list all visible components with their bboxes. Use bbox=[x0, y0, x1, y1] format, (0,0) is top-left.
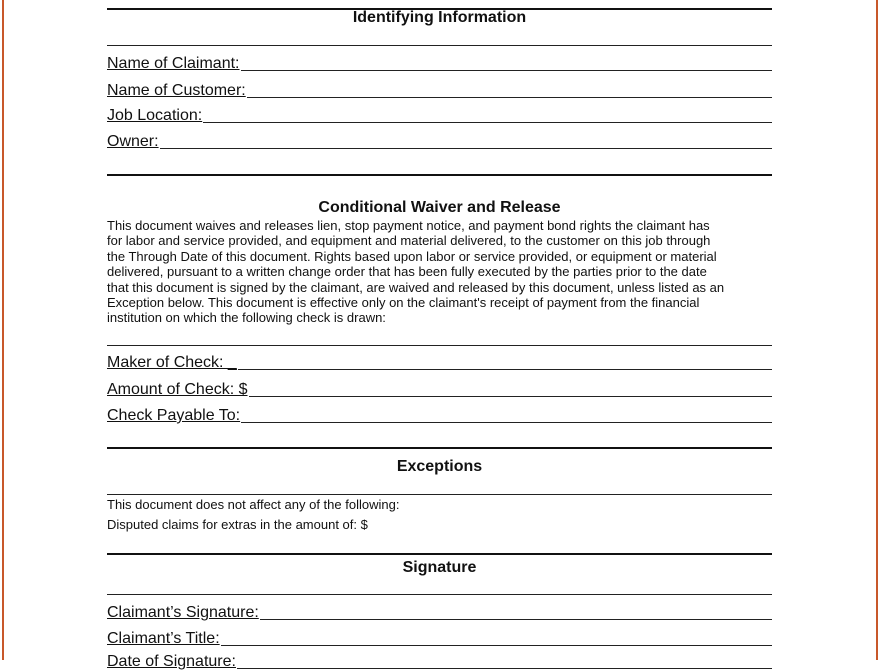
amount-of-check-label: Amount of Check: $ bbox=[107, 381, 248, 398]
claimant-signature-blank[interactable] bbox=[260, 618, 772, 620]
section-rule bbox=[107, 174, 772, 176]
customer-name-label: Name of Customer: bbox=[107, 82, 246, 99]
claimant-name-label: Name of Claimant: bbox=[107, 55, 240, 72]
amount-of-check-field[interactable] bbox=[107, 380, 772, 400]
waiver-line: This document waives and releases lien, stop payment notice, and payment bond rights the claimant has bbox=[107, 218, 710, 233]
maker-of-check-blank[interactable] bbox=[238, 368, 772, 370]
check-payable-blank[interactable] bbox=[241, 421, 772, 423]
section-rule bbox=[107, 447, 772, 449]
owner-label: Owner: bbox=[107, 133, 159, 150]
section-rule bbox=[107, 494, 772, 495]
maker-of-check-label: Maker of Check: _ bbox=[107, 354, 237, 371]
exceptions-heading: Exceptions bbox=[396, 458, 483, 475]
waiver-line: that this document is signed by the claimant, are waived and released by this document, unless listed as an bbox=[107, 279, 725, 295]
waiver-line: Exception below. This document is effective only on the claimant's receipt of payment from the financial bbox=[107, 295, 700, 311]
waiver-line: delivered, pursuant to a written change order that has been fully executed by the parties prior to the date bbox=[107, 264, 707, 280]
date-of-signature-field[interactable] bbox=[107, 652, 772, 672]
check-payable-field[interactable] bbox=[107, 406, 772, 426]
customer-name-field[interactable] bbox=[107, 81, 772, 101]
customer-name-blank[interactable] bbox=[247, 96, 772, 98]
waiver-paragraph bbox=[107, 218, 775, 326]
amount-of-check-blank[interactable] bbox=[249, 395, 772, 397]
date-of-signature-blank[interactable] bbox=[237, 667, 772, 669]
owner-blank[interactable] bbox=[160, 147, 772, 149]
maker-of-check-field[interactable] bbox=[107, 353, 772, 373]
waiver-heading: Conditional Waiver and Release bbox=[318, 199, 561, 216]
waiver-line: for labor and service provided, and equipment and material delivered, to the customer on this job through bbox=[107, 233, 711, 249]
job-location-label: Job Location: bbox=[107, 107, 203, 124]
check-payable-label: Check Payable To: bbox=[107, 407, 241, 424]
section-rule bbox=[107, 345, 772, 346]
signature-heading: Signature bbox=[402, 559, 477, 576]
waiver-line: the Through Date of this document. Rights based upon labor or service provided, or equipment or material bbox=[107, 248, 717, 264]
claimant-name-field[interactable] bbox=[107, 54, 772, 74]
section-rule bbox=[107, 45, 772, 46]
claimant-title-blank[interactable] bbox=[221, 644, 772, 646]
section-rule bbox=[107, 594, 772, 595]
waiver-line: institution on which the following check is drawn: bbox=[107, 310, 386, 326]
claimant-title-field[interactable] bbox=[107, 629, 772, 649]
owner-field[interactable] bbox=[107, 132, 772, 152]
date-of-signature-label: Date of Signature: bbox=[107, 653, 236, 670]
section-rule bbox=[107, 553, 772, 555]
claimant-name-blank[interactable] bbox=[241, 69, 773, 71]
job-location-field[interactable] bbox=[107, 106, 772, 126]
claimant-signature-label: Claimant’s Signature: bbox=[107, 604, 259, 621]
job-location-blank[interactable] bbox=[203, 121, 772, 123]
exceptions-line: This document does not affect any of the following: bbox=[107, 497, 400, 512]
page-frame-right bbox=[876, 0, 878, 660]
page-frame-left bbox=[2, 0, 4, 660]
disputed-claims-line: Disputed claims for extras in the amount of: $ bbox=[107, 517, 368, 532]
claimant-title-label: Claimant’s Title: bbox=[107, 630, 220, 647]
identifying-heading: Identifying Information bbox=[352, 9, 527, 26]
claimant-signature-field[interactable] bbox=[107, 603, 772, 623]
